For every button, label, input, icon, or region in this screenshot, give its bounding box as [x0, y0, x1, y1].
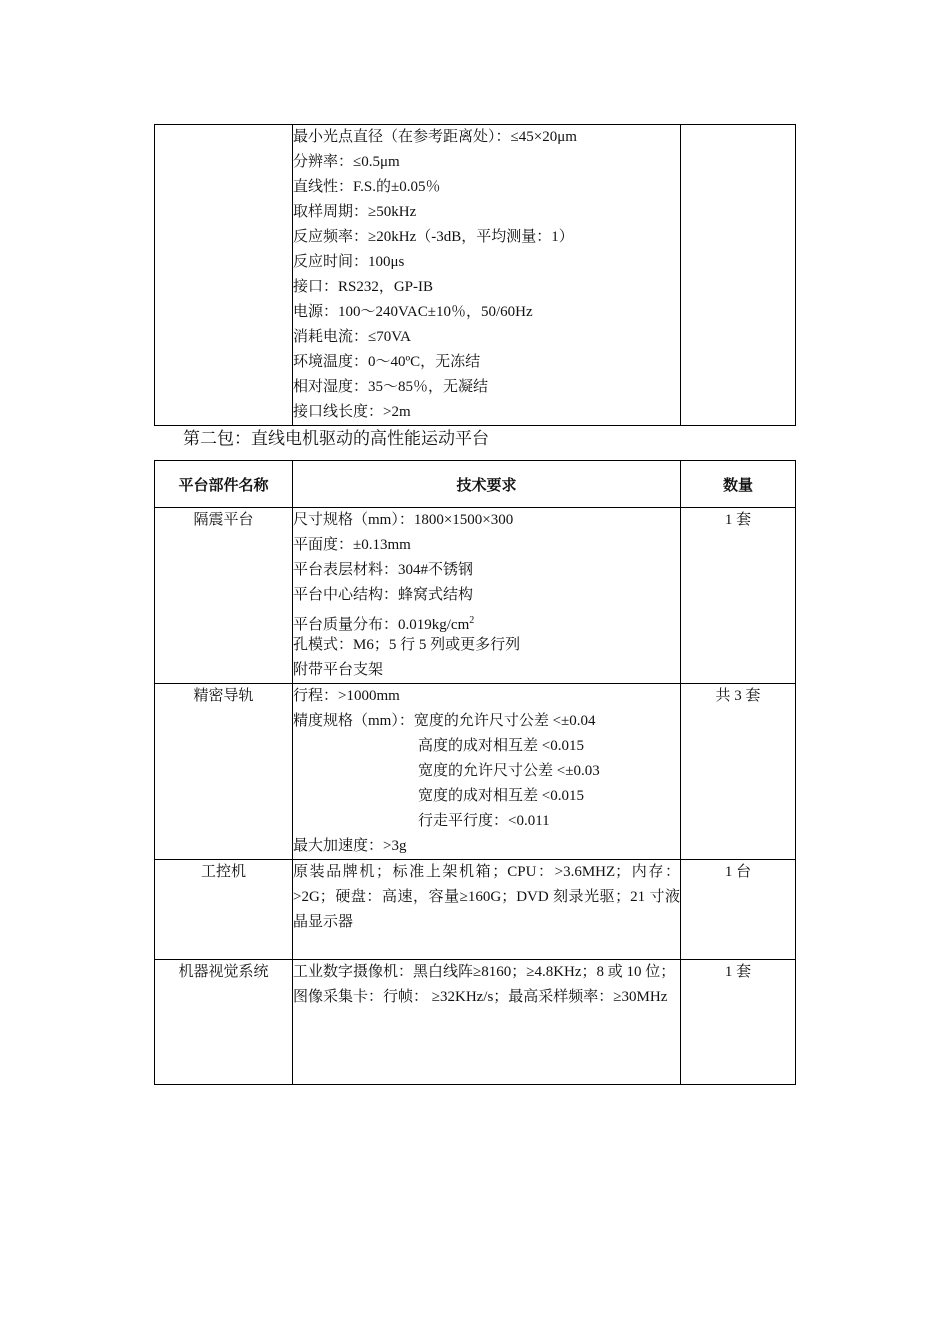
component-name-cell: [155, 860, 293, 960]
component-name-cell: [155, 508, 293, 684]
spec-line: 分辨率：≤0.5μm: [293, 154, 400, 170]
quantity-cell: [681, 860, 796, 960]
spec-line-indented: 高度的成对相互差 <0.015: [418, 738, 584, 754]
superscript: 2: [469, 615, 475, 626]
component-name: 隔震平台: [193, 512, 254, 528]
component-name-cell: [155, 960, 293, 1085]
table-header-row: [155, 461, 796, 508]
spec-cell: [293, 508, 681, 684]
table-row: [155, 508, 796, 684]
section-caption: 第二包：直线电机驱动的高性能运动平台: [183, 429, 489, 448]
spec-line: 直线性：F.S.的±0.05％: [293, 179, 441, 195]
spec-line: 反应时间：100μs: [293, 254, 405, 270]
spec-line: 尺寸规格（mm）：1800×1500×300: [293, 512, 514, 528]
quantity-cell: [681, 125, 796, 426]
spec-cell: [293, 960, 681, 1085]
table-row: [155, 125, 796, 426]
spec-line-indented: 行走平行度：<0.011: [418, 813, 550, 829]
spec-line: 环境温度：0～40ºC，无冻结: [293, 354, 481, 370]
spec-text: 平台质量分布：0.019kg/cm: [293, 617, 470, 633]
spec-line: 附带平台支架: [293, 662, 384, 678]
spec-line: 取样周期：≥50kHz: [293, 204, 417, 220]
component-name-cell: [155, 684, 293, 860]
spec-line: 电源：100～240VAC±10％，50/60Hz: [293, 304, 533, 320]
spec-line: 相对湿度：35～85％，无凝结: [293, 379, 489, 395]
spec-line-indented: 宽度的成对相互差 <0.015: [418, 788, 584, 804]
component-name-cell: [155, 125, 293, 426]
spec-cell: [293, 684, 681, 860]
header-quantity: 数量: [681, 461, 796, 508]
spec-line: 最小光点直径（在参考距离处）：≤45×20μm: [293, 129, 577, 145]
spec-cell: [293, 125, 681, 426]
component-name: 工控机: [200, 864, 246, 880]
spec-line: 行程：>1000mm: [293, 688, 400, 704]
spec-paragraph: 图像采集卡：行帧： ≥32KHz/s；最高采样频率：≥30MHz: [293, 989, 668, 1005]
spec-line: 平面度：±0.13mm: [293, 537, 411, 553]
spec-line: 消耗电流：≤70VA: [293, 329, 411, 345]
spec-line: 反应频率：≥20kHz（-3dB，平均测量：1）: [293, 229, 574, 245]
spec-paragraph: 工业数字摄像机：黑白线阵≥8160；≥4.8KHz；8 或 10 位；: [293, 964, 676, 980]
quantity-value: 1 套: [724, 512, 752, 528]
header-component-name: 平台部件名称: [155, 461, 293, 508]
spec-line: 接口：RS232，GP-IB: [293, 279, 434, 295]
spec-line: 最大加速度：>3g: [293, 838, 407, 854]
spec-paragraph: 原装品牌机；标准上架机箱；CPU：>3.6MHZ；内存：>2G；硬盘：高速，容量≥160G；DVD 刻录光驱；21 寸液晶显示器: [293, 864, 680, 930]
quantity-value: 1 套: [724, 964, 752, 980]
quantity-cell: [681, 508, 796, 684]
spec-line: 接口线长度：>2m: [293, 404, 411, 420]
table-row: [155, 860, 796, 960]
spec-line: 平台中心结构：蜂窝式结构: [293, 587, 474, 603]
table-row: [155, 960, 796, 1085]
quantity-value: 1 台: [724, 864, 752, 880]
spec-line: 孔模式：M6；5 行 5 列或更多行列: [293, 637, 521, 653]
component-name: 机器视觉系统: [178, 964, 269, 980]
platform-table: [154, 460, 796, 1085]
spec-cell: [293, 860, 681, 960]
table-row: [155, 684, 796, 860]
spec-table-continued: [154, 124, 796, 426]
quantity-cell: [681, 960, 796, 1085]
spec-line: 精度规格（mm）：宽度的允许尺寸公差 <±0.04: [293, 713, 596, 729]
quantity-cell: [681, 684, 796, 860]
header-tech-requirements: 技术要求: [293, 461, 681, 508]
component-name: 精密导轨: [193, 688, 254, 704]
spec-line: [293, 608, 680, 633]
spec-line-indented: 宽度的允许尺寸公差 <±0.03: [418, 763, 600, 779]
spec-line: 平台表层材料：304#不锈钢: [293, 562, 474, 578]
quantity-value: 共 3 套: [715, 688, 761, 704]
